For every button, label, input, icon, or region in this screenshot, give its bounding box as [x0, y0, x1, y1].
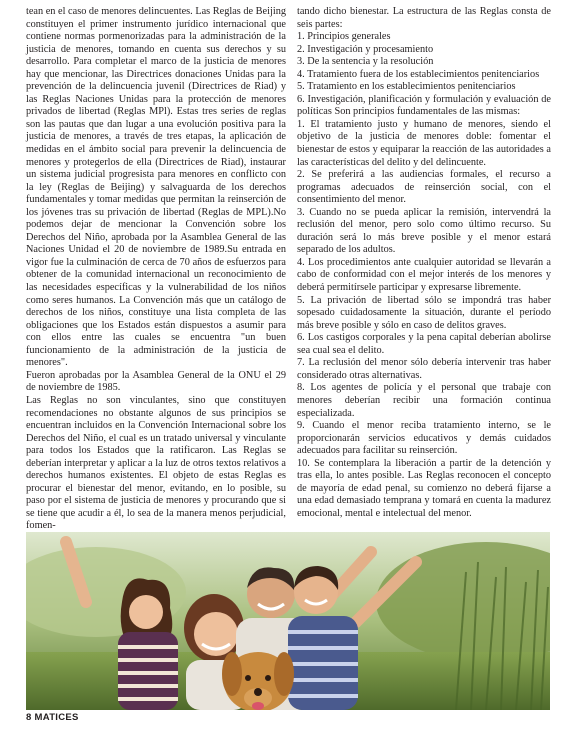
principle-item: 2. Se preferirá a las audiencias formales, el recurso a programas adecuados de reinserción social, con el consentimiento del menor.: [297, 169, 551, 206]
list-item: 2. Investigación y procesamiento: [297, 43, 434, 55]
list-item: 1. Principios generales: [297, 31, 391, 43]
principle-item: 4. Los procedimientos ante cualquier autoridad se llevarán a cabo de conformidad con el mejor interés de los menores y deberá permitírsele participar y expresarse libremente.: [297, 256, 551, 294]
principle-item: 9. Cuando el menor reciba tratamiento interno, se le proporcionarán servicios educativos y demás cuidados adecuados para facilitar su reinserción.: [297, 420, 551, 457]
family-photo: [26, 532, 550, 710]
list-item: 3. De la sentencia y la resolución: [297, 56, 434, 68]
principle-item: 3. Cuando no se pueda aplicar la remisión, intervendrá la reclusión del menor, pero solo como último recurso. Su duración será lo más breve posible y el menor estará separado de los adultos.: [297, 206, 551, 256]
article-right-column: [297, 6, 551, 520]
principle-item: 10. Se contemplara la liberación a partir de la detención y tras ella, lo antes posible. Las Reglas reconocen el concepto de mayoría de edad penal, su comienzo no deberá fijarse a una edad demasiado temprana y tomará en cuenta la madurez emocional, mental e intelectual del menor.: [297, 457, 551, 519]
page-footer-label: 8 MATICES: [26, 712, 79, 723]
principle-item: 6. Los castigos corporales y la pena capital deberían abolirse sea cual sea el delito.: [297, 332, 551, 356]
family-photo-illustration: [26, 532, 550, 710]
article-left-column: [26, 6, 286, 533]
principle-item: 7. La reclusión del menor sólo debería intervenir tras haber considerado otras alternativas.: [297, 357, 551, 381]
list-item: 6. Investigación, planificación y formulación y evaluación de políticas Son principios fundamentales de las mismas:: [297, 93, 551, 118]
list-item: 5. Tratamiento en los establecimientos penitenciarios: [297, 81, 516, 93]
principle-item: 1. El tratamiento justo y humano de menores, siendo el objetivo de la justicia de menores doble: fomentar el bienestar de estos y equiparar la reacción de las autoridades a las características del delito y del delincuente.: [297, 118, 551, 168]
paragraph: Fueron aprobadas por la Asamblea General de la ONU el 29 de noviembre de 1985.: [26, 369, 286, 394]
principle-item: 8. Los agentes de policía y el personal que trabaje con menores deberían recibir una formación continua especializada.: [297, 382, 551, 419]
paragraph: Las Reglas no son vinculantes, sino que constituyen recomendaciones no obstante algunos de sus principios se encuentran incluidos en la Convención Internacional sobre los Derechos del Niño, el cual es un tratado universal y vinculante para todos los Estados que la ratificaron. Las Reglas se deberían interpretar y aplicar a la luz de otros textos relativos a derechos humanos existentes. El objeto de estas Reglas es procurar el bienestar del menor, evitando, en lo posible, su paso por el sistema de justicia de menores y procurando que si se tiene que acudir a él, lo sea de la manera menos perjudicial, fomen-: [26, 394, 286, 532]
list-item: 4. Tratamiento fuera de los establecimientos penitenciarios: [297, 68, 540, 80]
paragraph: tean en el caso de menores delincuentes. Las Reglas de Beijing constituyen el primer instrumento jurídico internacional que contiene normas pormenorizadas para la administración de la justicia de menores, tomando en cuenta sus derechos y su desarrollo. Para completar el marco de la justicia de menores hay que mencionar, las Directrices donaciones Unidas para la prevención de la delincuencia juvenil (Directrices de Riad) y las Reglas Naciones Unidas para la protección de menores privados de libertad (Reglas MPl). Estas tres series de reglas son las pautas que dan lugar a una evolución positiva para la justicia de menores, a través de tres etapas, la aplicación de medidas en el ámbito social para prevenir la delincuencia de menores y protegerlos de ella (Directrices de Riad), instaurar un sistema judicial progresista para menores en conflicto con la ley (Reglas de Beijing) y salvaguarda de los derechos fundamentales y tomar medidas que permitan la reinserción de los jóvenes tras su privación de libertad (Reglas de MPL).No podemos dejar de mencionar la Convención sobre los Derechos del Niño, aprobada por la Asamblea General de las Naciones Unidad el 20 de noviembre de 1989.Su entrada en vigor fue la culminación de cerca de 70 años de esfuerzos para obtener de la comunidad internacional un reconocimiento de las necesidades específicas y la vulnerabilidad de los niños como seres humanos. La Convención más que un catálogo de derechos de los niños, constituye una lista completa de las obligaciones que los Estados están dispuestos a asumir para con ellos entre las cuales se encuentra "un buen funcionamiento de la administración de la justicia de menores".: [26, 6, 286, 369]
paragraph: tando dicho bienestar. La estructura de las Reglas consta de seis partes:: [297, 6, 551, 30]
principle-item: 5. La privación de libertad sólo se impondrá tras haber sopesado cuidadosamente la situación, durante el período más breve posible y sólo en caso de delitos graves.: [297, 294, 551, 331]
